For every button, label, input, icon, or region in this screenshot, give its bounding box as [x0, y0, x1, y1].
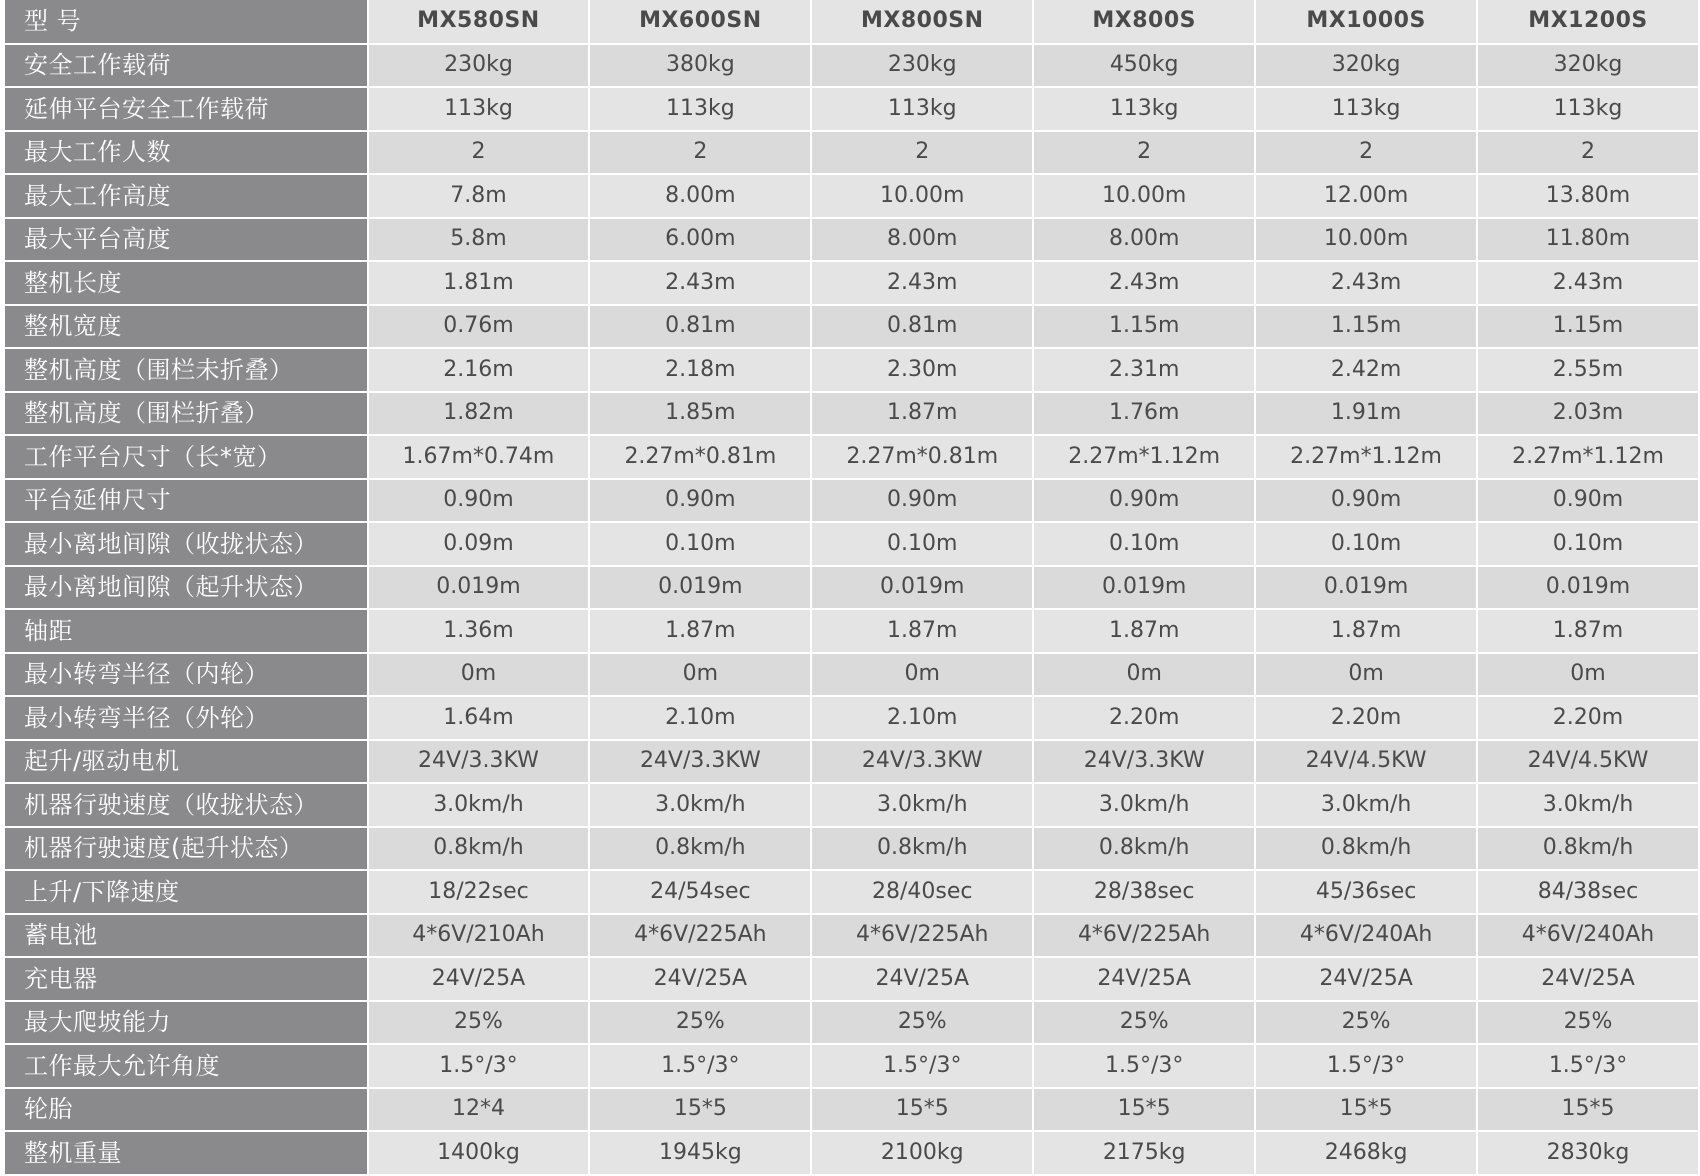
- spec-value: 2.27m*0.81m: [811, 435, 1033, 479]
- spec-value: 0m: [811, 653, 1033, 697]
- spec-value: 84/38sec: [1477, 870, 1699, 914]
- spec-value: 1.15m: [1033, 305, 1255, 349]
- spec-value: 11.80m: [1477, 218, 1699, 262]
- spec-value: 2.20m: [1255, 696, 1477, 740]
- spec-label: 整机长度: [5, 261, 368, 305]
- spec-value: 24/54sec: [589, 870, 811, 914]
- spec-label: 工作最大允许角度: [5, 1044, 368, 1088]
- spec-label: 起升/驱动电机: [5, 740, 368, 784]
- spec-value: 15*5: [1033, 1088, 1255, 1132]
- spec-table: [5, 0, 1700, 1176]
- spec-value: 2: [368, 131, 590, 175]
- spec-value: 0.8km/h: [1477, 827, 1699, 871]
- spec-row: [5, 479, 1699, 523]
- spec-value: 0.019m: [589, 566, 811, 610]
- spec-value: 3.0km/h: [589, 783, 811, 827]
- spec-value: 2.30m: [811, 348, 1033, 392]
- spec-label: 工作平台尺寸（长*宽）: [5, 435, 368, 479]
- spec-label: 轴距: [5, 609, 368, 653]
- spec-row: [5, 1088, 1699, 1132]
- spec-value: 0.019m: [1477, 566, 1699, 610]
- spec-row: [5, 44, 1699, 88]
- model-header: MX1000S: [1255, 0, 1477, 44]
- spec-value: 24V/25A: [811, 957, 1033, 1001]
- spec-value: 320kg: [1477, 44, 1699, 88]
- spec-value: 1.5°/3°: [1255, 1044, 1477, 1088]
- spec-value: 113kg: [368, 87, 590, 131]
- spec-value: 24V/3.3KW: [589, 740, 811, 784]
- spec-value: 0m: [1477, 653, 1699, 697]
- spec-value: 2.43m: [589, 261, 811, 305]
- spec-value: 10.00m: [1255, 218, 1477, 262]
- spec-value: 2.55m: [1477, 348, 1699, 392]
- spec-row: [5, 218, 1699, 262]
- spec-value: 3.0km/h: [1477, 783, 1699, 827]
- spec-label: 最小离地间隙（起升状态）: [5, 566, 368, 610]
- spec-value: 4*6V/240Ah: [1477, 914, 1699, 958]
- spec-value: 24V/25A: [1255, 957, 1477, 1001]
- spec-value: 450kg: [1033, 44, 1255, 88]
- spec-value: 0.019m: [811, 566, 1033, 610]
- spec-row: [5, 392, 1699, 436]
- spec-label: 最小离地间隙（收拢状态）: [5, 522, 368, 566]
- spec-row: [5, 566, 1699, 610]
- model-header: MX800S: [1033, 0, 1255, 44]
- spec-label: 充电器: [5, 957, 368, 1001]
- spec-value: 2.31m: [1033, 348, 1255, 392]
- spec-value: 45/36sec: [1255, 870, 1477, 914]
- spec-row: [5, 1044, 1699, 1088]
- spec-value: 25%: [1255, 1001, 1477, 1045]
- spec-value: 3.0km/h: [1255, 783, 1477, 827]
- spec-value: 113kg: [1255, 87, 1477, 131]
- spec-value: 1.64m: [368, 696, 590, 740]
- spec-value: 24V/25A: [1477, 957, 1699, 1001]
- spec-value: 2: [1477, 131, 1699, 175]
- spec-row: [5, 957, 1699, 1001]
- spec-value: 3.0km/h: [368, 783, 590, 827]
- spec-value: 113kg: [589, 87, 811, 131]
- spec-value: 2.43m: [1255, 261, 1477, 305]
- spec-value: 0m: [1033, 653, 1255, 697]
- spec-value: 2.42m: [1255, 348, 1477, 392]
- spec-value: 2.43m: [811, 261, 1033, 305]
- spec-value: 1.15m: [1255, 305, 1477, 349]
- spec-value: 4*6V/225Ah: [811, 914, 1033, 958]
- spec-row: [5, 261, 1699, 305]
- spec-value: 0.8km/h: [368, 827, 590, 871]
- header-label: 型 号: [5, 0, 368, 44]
- spec-value: 1.15m: [1477, 305, 1699, 349]
- spec-label: 延伸平台安全工作载荷: [5, 87, 368, 131]
- spec-value: 1945kg: [589, 1131, 811, 1175]
- spec-row: [5, 827, 1699, 871]
- spec-label: 最大工作高度: [5, 174, 368, 218]
- spec-value: 24V/25A: [589, 957, 811, 1001]
- spec-row: [5, 174, 1699, 218]
- spec-row: [5, 609, 1699, 653]
- spec-value: 2.18m: [589, 348, 811, 392]
- spec-row: [5, 914, 1699, 958]
- spec-value: 2.10m: [589, 696, 811, 740]
- spec-value: 4*6V/225Ah: [1033, 914, 1255, 958]
- spec-row: [5, 87, 1699, 131]
- spec-value: 0.019m: [1255, 566, 1477, 610]
- spec-value: 0.10m: [1477, 522, 1699, 566]
- spec-row: [5, 870, 1699, 914]
- spec-value: 0.90m: [1477, 479, 1699, 523]
- spec-value: 1.87m: [1255, 609, 1477, 653]
- spec-value: 2.27m*0.81m: [589, 435, 811, 479]
- spec-value: 113kg: [811, 87, 1033, 131]
- spec-label: 最大平台高度: [5, 218, 368, 262]
- spec-value: 0.81m: [811, 305, 1033, 349]
- spec-value: 15*5: [1477, 1088, 1699, 1132]
- spec-row: [5, 305, 1699, 349]
- spec-row: [5, 696, 1699, 740]
- spec-value: 380kg: [589, 44, 811, 88]
- spec-value: 28/38sec: [1033, 870, 1255, 914]
- spec-value: 18/22sec: [368, 870, 590, 914]
- spec-value: 1.85m: [589, 392, 811, 436]
- spec-label: 上升/下降速度: [5, 870, 368, 914]
- spec-value: 25%: [811, 1001, 1033, 1045]
- spec-value: 0.90m: [811, 479, 1033, 523]
- spec-value: 0.90m: [1255, 479, 1477, 523]
- spec-label: 整机高度（围栏未折叠）: [5, 348, 368, 392]
- spec-value: 0.90m: [1033, 479, 1255, 523]
- spec-value: 25%: [368, 1001, 590, 1045]
- spec-label: 整机重量: [5, 1131, 368, 1175]
- spec-value: 0.90m: [368, 479, 590, 523]
- spec-row: [5, 435, 1699, 479]
- spec-value: 2.43m: [1033, 261, 1255, 305]
- spec-value: 0.019m: [1033, 566, 1255, 610]
- spec-value: 4*6V/225Ah: [589, 914, 811, 958]
- spec-row: [5, 522, 1699, 566]
- spec-value: 1400kg: [368, 1131, 590, 1175]
- spec-value: 0.76m: [368, 305, 590, 349]
- spec-value: 113kg: [1033, 87, 1255, 131]
- spec-value: 0.019m: [368, 566, 590, 610]
- spec-value: 15*5: [811, 1088, 1033, 1132]
- spec-label: 机器行驶速度(起升状态）: [5, 827, 368, 871]
- spec-value: 24V/25A: [368, 957, 590, 1001]
- spec-value: 1.81m: [368, 261, 590, 305]
- spec-table-body: [5, 0, 1699, 1175]
- spec-value: 3.0km/h: [811, 783, 1033, 827]
- spec-value: 1.76m: [1033, 392, 1255, 436]
- spec-value: 15*5: [1255, 1088, 1477, 1132]
- spec-value: 4*6V/210Ah: [368, 914, 590, 958]
- spec-value: 0.8km/h: [811, 827, 1033, 871]
- spec-value: 1.87m: [1033, 609, 1255, 653]
- spec-value: 2: [589, 131, 811, 175]
- spec-value: 24V/4.5KW: [1477, 740, 1699, 784]
- spec-value: 13.80m: [1477, 174, 1699, 218]
- spec-value: 0.10m: [811, 522, 1033, 566]
- spec-value: 1.5°/3°: [1477, 1044, 1699, 1088]
- spec-value: 1.82m: [368, 392, 590, 436]
- spec-row: [5, 1131, 1699, 1175]
- spec-value: 1.5°/3°: [811, 1044, 1033, 1088]
- spec-value: 10.00m: [1033, 174, 1255, 218]
- spec-value: 25%: [589, 1001, 811, 1045]
- spec-row: [5, 783, 1699, 827]
- spec-value: 2175kg: [1033, 1131, 1255, 1175]
- spec-value: 2: [1033, 131, 1255, 175]
- spec-value: 230kg: [811, 44, 1033, 88]
- spec-value: 0m: [1255, 653, 1477, 697]
- header-row: [5, 0, 1699, 44]
- spec-value: 0.09m: [368, 522, 590, 566]
- spec-value: 0.10m: [589, 522, 811, 566]
- spec-label: 整机高度（围栏折叠）: [5, 392, 368, 436]
- spec-row: [5, 740, 1699, 784]
- spec-value: 0.8km/h: [589, 827, 811, 871]
- spec-value: 0.8km/h: [1255, 827, 1477, 871]
- spec-value: 0.10m: [1255, 522, 1477, 566]
- spec-value: 0.8km/h: [1033, 827, 1255, 871]
- model-header: MX800SN: [811, 0, 1033, 44]
- spec-value: 1.87m: [589, 609, 811, 653]
- spec-value: 24V/4.5KW: [1255, 740, 1477, 784]
- spec-value: 0m: [589, 653, 811, 697]
- spec-value: 25%: [1477, 1001, 1699, 1045]
- spec-value: 24V/3.3KW: [1033, 740, 1255, 784]
- spec-label: 最小转弯半径（内轮）: [5, 653, 368, 697]
- spec-value: 8.00m: [1033, 218, 1255, 262]
- spec-value: 10.00m: [811, 174, 1033, 218]
- spec-value: 1.5°/3°: [368, 1044, 590, 1088]
- spec-label: 安全工作载荷: [5, 44, 368, 88]
- spec-value: 2.20m: [1477, 696, 1699, 740]
- spec-value: 0m: [368, 653, 590, 697]
- spec-value: 24V/3.3KW: [368, 740, 590, 784]
- spec-value: 2.27m*1.12m: [1255, 435, 1477, 479]
- spec-value: 2100kg: [811, 1131, 1033, 1175]
- spec-value: 2.03m: [1477, 392, 1699, 436]
- spec-value: 2: [1255, 131, 1477, 175]
- spec-value: 24V/25A: [1033, 957, 1255, 1001]
- spec-value: 2.10m: [811, 696, 1033, 740]
- spec-value: 0.10m: [1033, 522, 1255, 566]
- spec-value: 2: [811, 131, 1033, 175]
- spec-label: 平台延伸尺寸: [5, 479, 368, 523]
- model-header: MX1200S: [1477, 0, 1699, 44]
- spec-row: [5, 131, 1699, 175]
- spec-value: 8.00m: [589, 174, 811, 218]
- spec-value: 6.00m: [589, 218, 811, 262]
- spec-value: 320kg: [1255, 44, 1477, 88]
- spec-value: 28/40sec: [811, 870, 1033, 914]
- spec-row: [5, 348, 1699, 392]
- spec-value: 230kg: [368, 44, 590, 88]
- model-header: MX580SN: [368, 0, 590, 44]
- spec-value: 12*4: [368, 1088, 590, 1132]
- spec-value: 2.20m: [1033, 696, 1255, 740]
- spec-label: 整机宽度: [5, 305, 368, 349]
- spec-value: 0.90m: [589, 479, 811, 523]
- spec-label: 最大爬坡能力: [5, 1001, 368, 1045]
- spec-value: 2.16m: [368, 348, 590, 392]
- spec-value: 2.43m: [1477, 261, 1699, 305]
- spec-label: 最小转弯半径（外轮）: [5, 696, 368, 740]
- spec-value: 1.91m: [1255, 392, 1477, 436]
- spec-value: 1.36m: [368, 609, 590, 653]
- spec-value: 1.67m*0.74m: [368, 435, 590, 479]
- spec-value: 2.27m*1.12m: [1033, 435, 1255, 479]
- spec-value: 113kg: [1477, 87, 1699, 131]
- spec-value: 1.87m: [811, 392, 1033, 436]
- spec-value: 4*6V/240Ah: [1255, 914, 1477, 958]
- spec-row: [5, 1001, 1699, 1045]
- spec-value: 1.87m: [811, 609, 1033, 653]
- spec-value: 15*5: [589, 1088, 811, 1132]
- spec-value: 24V/3.3KW: [811, 740, 1033, 784]
- spec-value: 1.87m: [1477, 609, 1699, 653]
- model-header: MX600SN: [589, 0, 811, 44]
- spec-value: 1.5°/3°: [589, 1044, 811, 1088]
- spec-value: 2830kg: [1477, 1131, 1699, 1175]
- spec-value: 7.8m: [368, 174, 590, 218]
- spec-label: 机器行驶速度（收拢状态）: [5, 783, 368, 827]
- spec-value: 0.81m: [589, 305, 811, 349]
- spec-label: 轮胎: [5, 1088, 368, 1132]
- spec-value: 3.0km/h: [1033, 783, 1255, 827]
- spec-value: 25%: [1033, 1001, 1255, 1045]
- spec-label: 最大工作人数: [5, 131, 368, 175]
- spec-value: 8.00m: [811, 218, 1033, 262]
- spec-value: 5.8m: [368, 218, 590, 262]
- spec-value: 12.00m: [1255, 174, 1477, 218]
- spec-value: 2468kg: [1255, 1131, 1477, 1175]
- spec-row: [5, 653, 1699, 697]
- spec-value: 1.5°/3°: [1033, 1044, 1255, 1088]
- spec-label: 蓄电池: [5, 914, 368, 958]
- spec-value: 2.27m*1.12m: [1477, 435, 1699, 479]
